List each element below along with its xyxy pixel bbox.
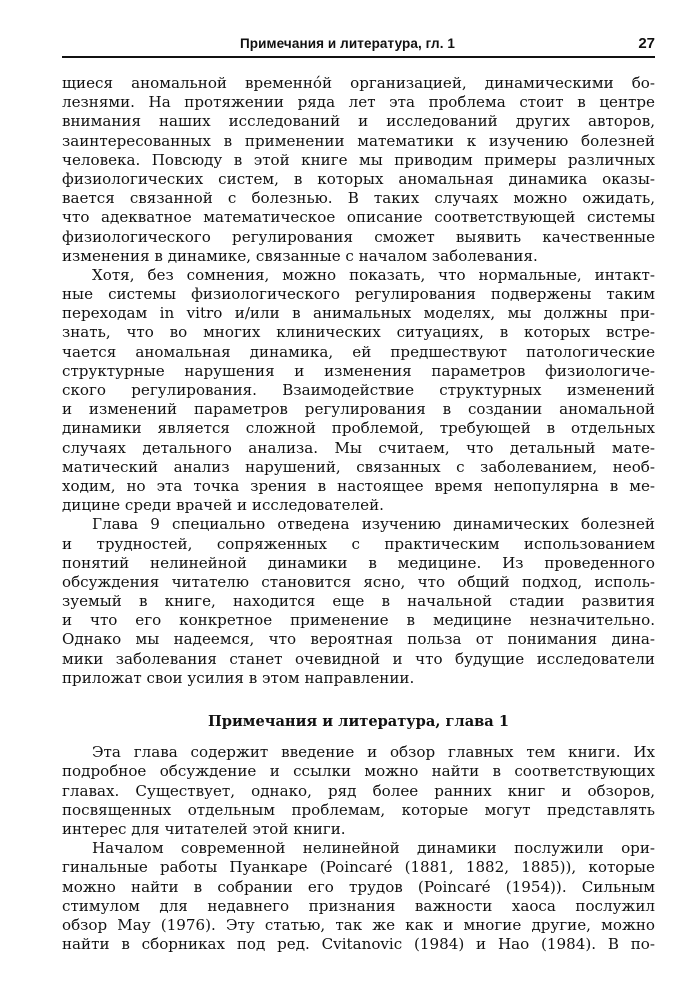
page-number: 27 xyxy=(638,35,655,52)
section-heading: Примечания и литература, глава 1 xyxy=(207,713,509,730)
paragraph-2 xyxy=(62,266,655,515)
text-line: обзор Мау (1976). Эту статью, так же как и многие другие, можно xyxy=(62,915,655,934)
text-line: внимания наших исследований и исследований других авторов, xyxy=(62,112,655,131)
running-header xyxy=(62,34,655,58)
text-line: подробное обсуждение и ссылки можно найти в соответствующих xyxy=(62,762,655,781)
text-line: и что его конкретное применение в медицине незначительно. xyxy=(62,611,655,630)
text-line: ходим, но эта точка зрения в настоящее время непопулярна в ме- xyxy=(62,476,655,495)
text-line: Эта глава содержит введение и обзор главных тем книги. Их xyxy=(92,743,655,762)
text-line: что адекватное математическое описание соответствующей системы xyxy=(62,208,655,227)
text-line: найти в сборниках под ред. Cvitanovic (1984) и Hao (1984). В по- xyxy=(62,935,655,954)
text-line: и изменений параметров регулирования в создании аномальной xyxy=(62,400,655,419)
text-line: понятий нелинейной динамики в медицине. Из проведенного xyxy=(62,553,655,572)
text-line: Однако мы надеемся, что вероятная польза от понимания дина- xyxy=(62,630,655,649)
text-line: лезнями. На протяжении ряда лет эта проблема стоит в центре xyxy=(62,93,655,112)
text-line: ные системы физиологического регулирования подвержены таким xyxy=(62,285,655,304)
text-line: Хотя, без сомнения, можно показать, что нормальные, интакт- xyxy=(92,265,655,284)
paragraph-1 xyxy=(62,74,655,266)
text-line: обсуждения читателю становится ясно, что общий подход, исполь- xyxy=(62,572,655,591)
text-line: динамики является сложной проблемой, требующей в отдельных xyxy=(62,419,655,438)
text-line: матический анализ нарушений, связанных с заболеванием, необ- xyxy=(62,457,655,476)
text-line: физиологических систем, в которых аномальная динамика оказы- xyxy=(62,169,655,188)
text-line: дицине среди врачей и исследователей. xyxy=(62,496,384,515)
text-line: интерес для читателей этой книги. xyxy=(62,819,346,838)
page-body xyxy=(62,74,655,954)
text-line: заинтересованных в применении математики к изучению болезней xyxy=(62,131,655,150)
text-line: приложат свои усилия в этом направлении. xyxy=(62,668,415,687)
text-line: мики заболевания станет очевидной и что будущие исследователи xyxy=(62,649,655,668)
text-line: человека. Повсюду в этой книге мы приводим примеры различных xyxy=(62,150,655,169)
text-line: стимулом для недавнего признания важности хаоса послужил xyxy=(62,896,655,915)
paragraph-3 xyxy=(62,515,655,688)
text-line: вается связанной с болезнью. В таких случаях можно ожидать, xyxy=(62,189,655,208)
text-line: ского регулирования. Взаимодействие структурных изменений xyxy=(62,381,655,399)
text-line: структурные нарушения и изменения параметров физиологиче- xyxy=(62,361,655,380)
text-line: Глава 9 специально отведена изучению динамических болезней xyxy=(92,515,655,534)
text-line: знать, что во многих клинических ситуациях, в которых встре- xyxy=(62,323,655,342)
text-line: изменения в динамике, связанные с началом заболевания. xyxy=(62,246,538,265)
text-line: зуемый в книге, находится еще в начальной стадии развития xyxy=(62,592,655,611)
text-line: физиологического регулирования сможет выявить качественные xyxy=(62,227,655,246)
notes-paragraph-2 xyxy=(62,839,655,954)
text-line: посвященных отдельным проблемам, которые могут представлять xyxy=(62,800,655,819)
text-line: переходам in vitro и/или в анимальных моделях, мы должны при- xyxy=(62,304,655,323)
notes-paragraph-1 xyxy=(62,743,655,839)
text-line: можно найти в собрании его трудов (Poincaré (1954)). Сильным xyxy=(62,877,655,896)
text-line: чается аномальная динамика, ей предшествуют патологические xyxy=(62,342,655,361)
text-line: Началом современной нелинейной динамики послужили ори- xyxy=(92,839,655,858)
text-line: щиеся аномальной временнóй организацией, динамическими бо- xyxy=(62,74,655,92)
text-line: случаях детального анализа. Мы считаем, что детальный мате- xyxy=(62,438,655,457)
text-line: и трудностей, сопряженных с практическим использованием xyxy=(62,534,655,553)
text-line: главах. Существует, однако, ряд более ранних книг и обзоров, xyxy=(62,781,655,800)
running-title: Примечания и литература, гл. 1 xyxy=(240,36,456,51)
text-line: гинальные работы Пуанкаре (Poincaré (1881, 1882, 1885)), которые xyxy=(62,858,655,877)
